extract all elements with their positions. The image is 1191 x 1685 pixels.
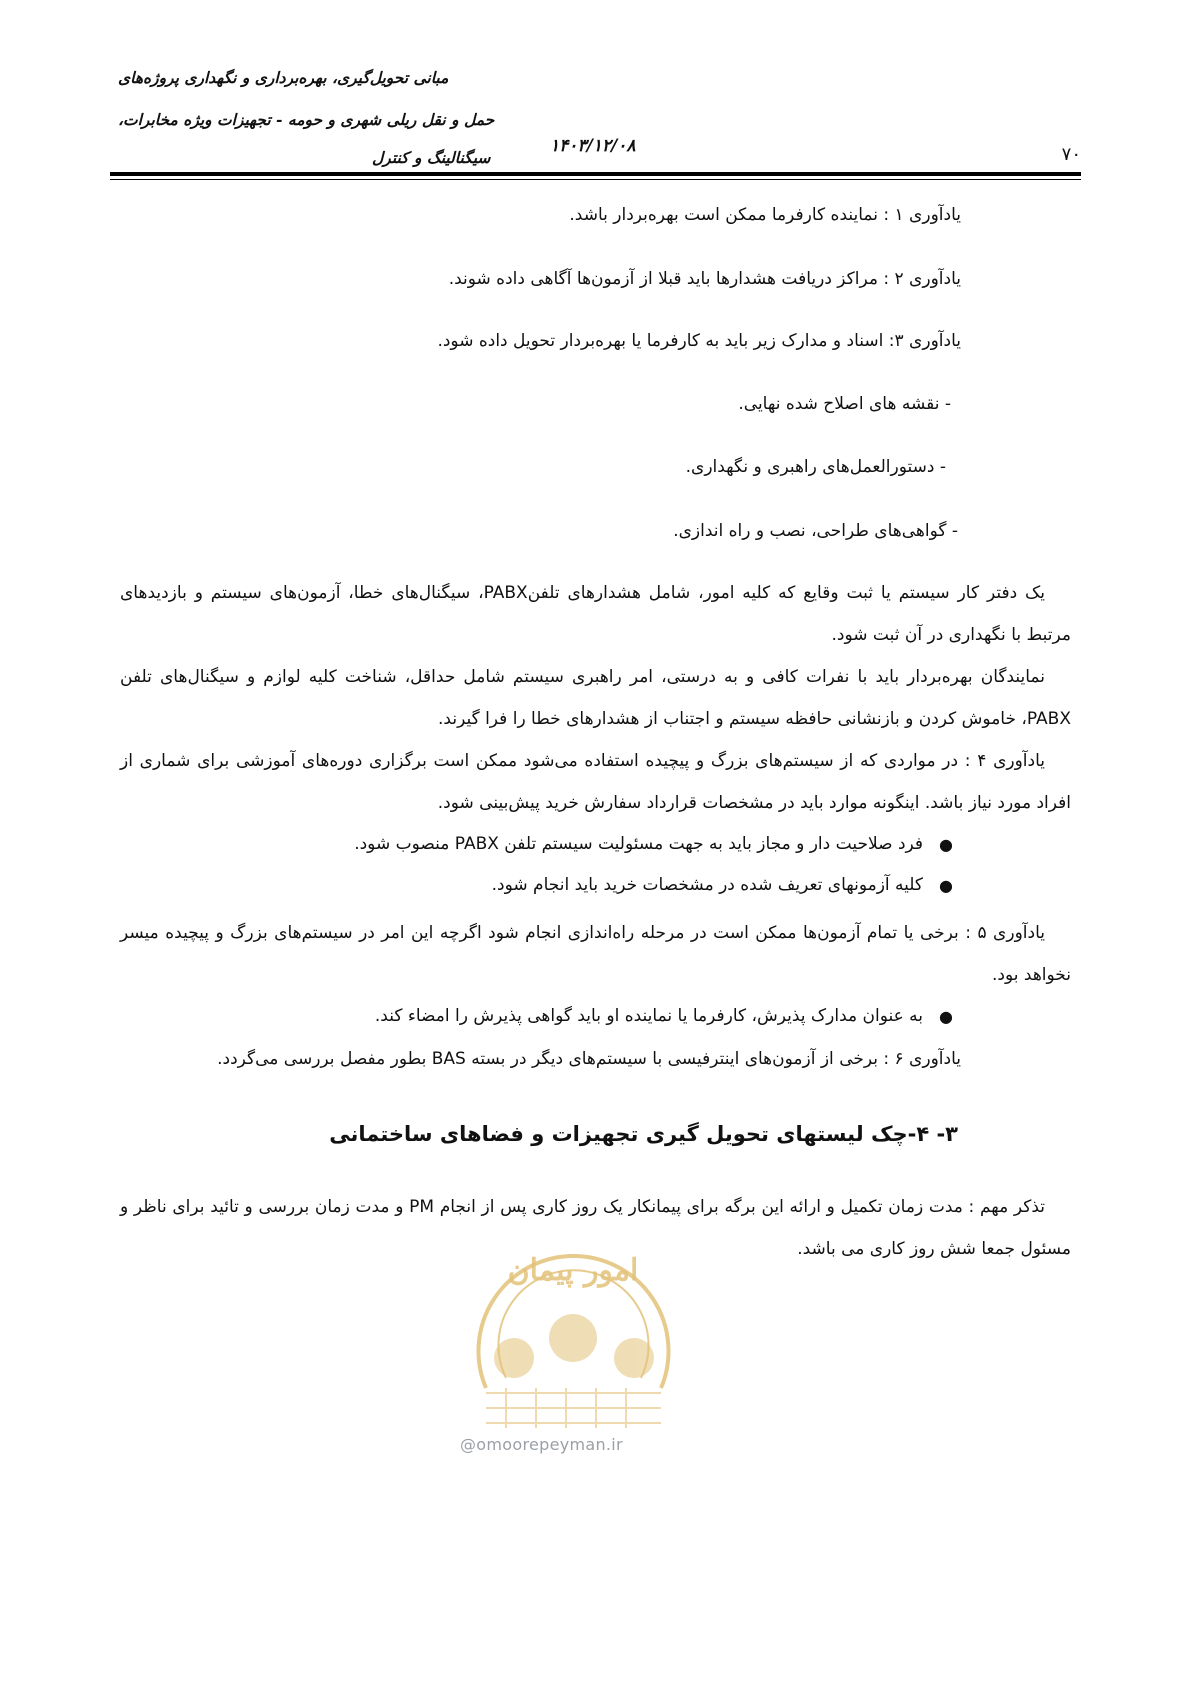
header-rule-thick — [110, 172, 1081, 176]
watermark-seal-logo — [446, 1218, 701, 1438]
bullet-text: به عنوان مدارک پذیرش، کارفرما یا نماینده او باید گواهی پذیرش را امضاء کند. — [374, 1006, 924, 1026]
page-number: ۷۰ — [1061, 144, 1081, 165]
section-heading: ۳- ۴-چک لیستهای تحویل گیری تجهیزات و فضاهای ساختمانی — [329, 1122, 958, 1146]
paragraph-operator-training: نمایندگان بهره‌بردار باید با نفرات کافی و به درستی، امر راهبری سیستم شامل حداقل، شناخت کلیه لوازم و سیگنال‌های تلفن PABX، خاموش کردن و بازنشانی حافظه سیستم و اجتناب از هشدارهای خطا را فرا گیرند. — [120, 667, 1071, 729]
bullet-dot: ● — [939, 1007, 953, 1026]
paragraph-important-note: تذکر مهم : مدت زمان تکمیل و ارائه این برگه برای پیمانکار یک روز کاری پس از انجام PM و مدت زمان بررسی و تائید برای ناظر و مسئول جمعا شش روز کاری می باشد. — [120, 1197, 1071, 1259]
header-title-line-2: حمل و نقل ریلی شهری و حومه - تجهیزات ویژه مخابرات، — [118, 110, 495, 129]
header-title-line-3: سیگنالینگ و کنترل — [372, 148, 491, 167]
header-title-line-1: مبانی تحویل‌گیری، بهره‌برداری و نگهداری پروژه‌های — [118, 68, 449, 87]
note-2: یادآوری ۲ : مراکز دریافت هشدارها باید قبلا از آزمون‌ها آگاهی داده شوند. — [448, 269, 961, 289]
bullet-dot: ● — [939, 835, 953, 854]
paragraph-logbook: یک دفتر کار سیستم یا ثبت وقایع که کلیه امور، شامل هشدارهای تلفنPABX، سیگنال‌های خطا، آزمون‌های سیستم و بازدیدهای مرتبط با نگهداری در آن ثبت شود. — [120, 583, 1071, 645]
bullet-text: کلیه آزمونهای تعریف شده در مشخصات خرید باید انجام شود. — [491, 875, 924, 895]
bullet-text: فرد صلاحیت دار و مجاز باید به جهت مسئولیت سیستم تلفن PABX منصوب شود. — [354, 834, 924, 854]
header-rule-thin — [110, 179, 1081, 180]
dash-item-1: - نقشه های اصلاح شده نهایی. — [738, 394, 951, 414]
bullet-item-2 — [492, 866, 953, 905]
header-date: ۱۴۰۳/۱۲/۰۸ — [550, 136, 636, 156]
note-6: یادآوری ۶ : برخی از آزمون‌های اینترفیسی با سیستم‌های دیگر در بسته BAS بطور مفصل بررسی می‌گردد. — [217, 1049, 961, 1069]
bullet-dot: ● — [939, 876, 953, 895]
bullet-item-1 — [354, 825, 953, 864]
paragraph-note-4: یادآوری ۴ : در مواردی که از سیستم‌های بزرگ و پیچیده استفاده می‌شود ممکن است برگزاری دوره‌های آموزشی برای شماری از افراد مورد نیاز باشد. اینگونه موارد باید در مشخصات قرارداد سفارش خرید پیش‌بینی شود. — [120, 751, 1071, 813]
watermark-caption: @omoorepeyman.ir — [460, 1435, 623, 1454]
bullet-item-3 — [375, 997, 953, 1036]
dash-item-3: - گواهی‌های طراحی، نصب و راه اندازی. — [673, 521, 958, 541]
note-3: یادآوری ۳: اسناد و مدارک زیر باید به کارفرما یا بهره‌بردار تحویل داده شود. — [437, 331, 961, 351]
svg-text:امور پیمان: امور پیمان — [507, 1253, 639, 1288]
note-1: یادآوری ۱ : نماینده کارفرما ممکن است بهره‌بردار باشد. — [569, 205, 961, 225]
paragraph-note-5: یادآوری ۵ : برخی یا تمام آزمون‌ها ممکن است در مرحله راه‌اندازی انجام شود اگرچه این امر در سیستم‌های بزرگ و پیچیده میسر نخواهد بود. — [120, 923, 1071, 985]
page-header — [110, 60, 1081, 178]
dash-item-2: - دستورالعمل‌های راهبری و نگهداری. — [685, 457, 946, 477]
